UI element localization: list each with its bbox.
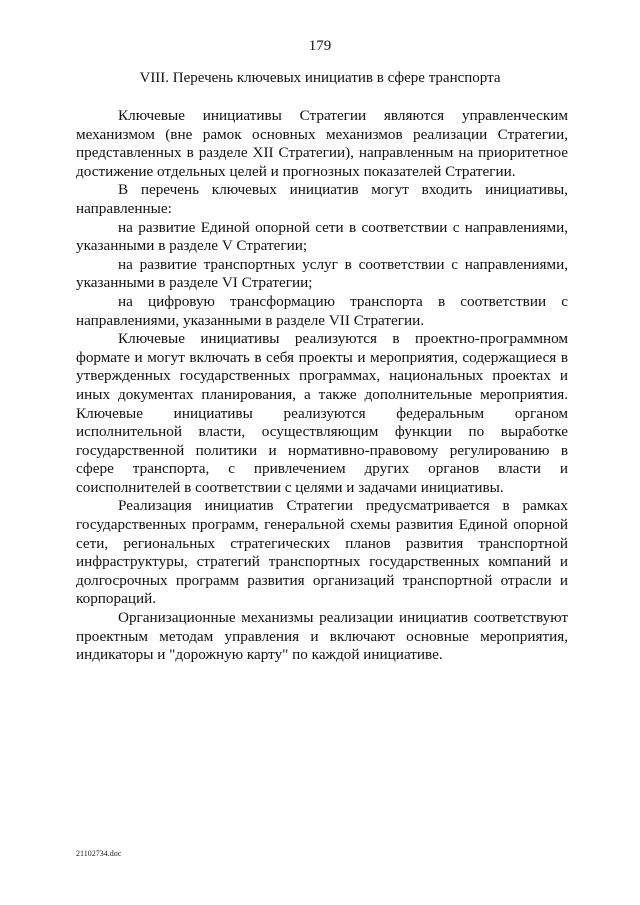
paragraph-5: на цифровую трансформацию транспорта в соответствии с направлениями, указанными в разделе VII Стратегии. (76, 292, 568, 329)
paragraph-1: Ключевые инициативы Стратегии являются управленческим механизмом (вне рамок основных механизмов реализации Стратегии, представленных в разделе XII Стратегии), направленным на приоритетное достижение отдельных целей и прогнозных показателей Стратегии. (76, 107, 568, 180)
paragraph-7: Реализация инициатив Стратегии предусматривается в рамках государственных программ, генеральной схемы развития Единой опорной сети, региональных стратегических планов развития транспортной инфраструктуры, стратегий транспортных государственных компаний и долгосрочных программ развития организаций транспортной отрасли и корпораций. (76, 497, 568, 608)
page-number: 179 (308, 38, 332, 54)
document-body (76, 107, 568, 665)
paragraph-3: на развитие Единой опорной сети в соответствии с направлениями, указанными в разделе V Стратегии; (76, 218, 568, 255)
document-code: 21102734.doc (76, 849, 122, 858)
section-title: VIII. Перечень ключевых инициатив в сфере транспорта (139, 70, 501, 86)
paragraph-4: на развитие транспортных услуг в соответствии с направлениями, указанными в разделе VI Стратегии; (76, 255, 568, 292)
paragraph-2: В перечень ключевых инициатив могут входить инициативы, направленные: (76, 181, 568, 217)
paragraph-6: Ключевые инициативы реализуются в проектно-программном формате и могут включать в себя проекты и мероприятия, содержащиеся в утвержденных государственных программах, национальных проектах и иных документах планирования, а также дополнительные мероприятия. Ключевые инициативы реализуются федеральным органом исполнительной власти, осуществляющим функции по выработке государственной политики и нормативно-правовому регулированию в сфере транспорта, с привлечением других органов власти и соисполнителей в соответствии с целями и задачами инициативы. (76, 330, 568, 496)
paragraph-8: Организационные механизмы реализации инициатив соответствуют проектным методам управления и включают основные мероприятия, индикаторы и "дорожную карту" по каждой инициативе. (76, 609, 568, 664)
